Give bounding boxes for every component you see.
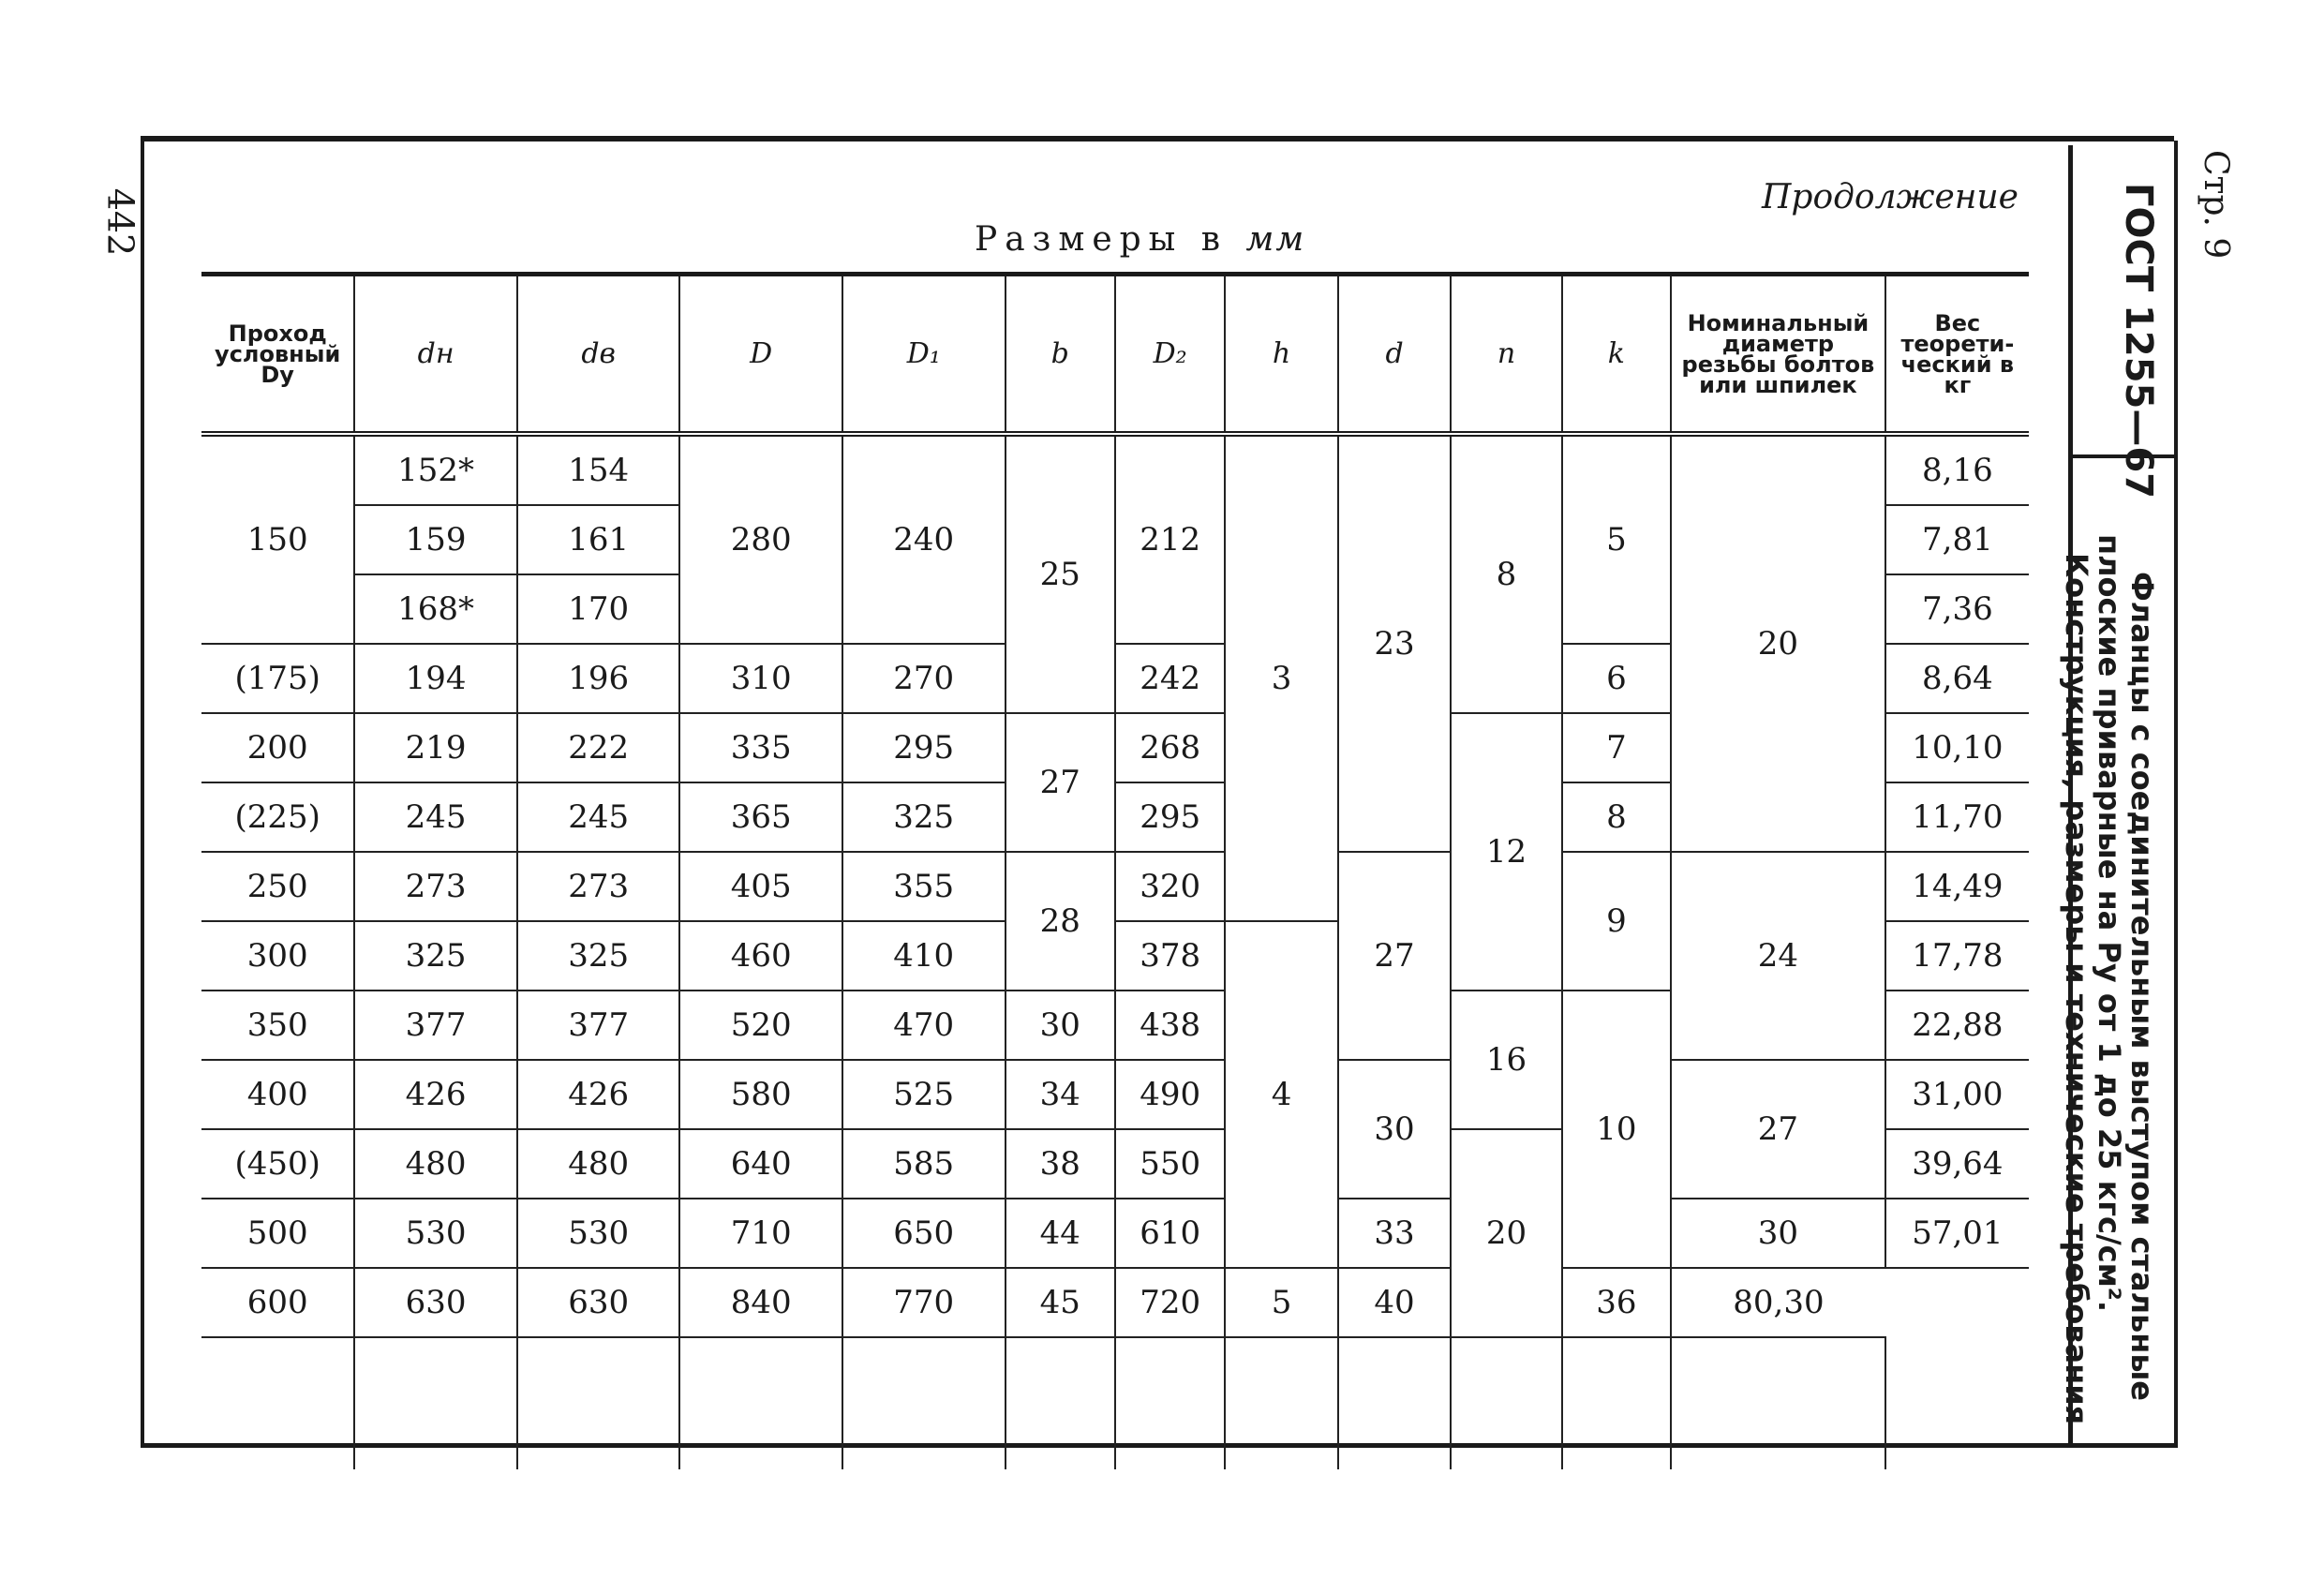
cell-b: 30 xyxy=(1006,991,1115,1060)
cell-D2: 268 xyxy=(1115,713,1225,782)
header-b: b xyxy=(1006,275,1115,435)
cell-dy: 600 xyxy=(201,1268,354,1337)
cell-d: 23 xyxy=(1338,434,1451,852)
units-caption-text: Размеры в xyxy=(975,220,1229,259)
cell-D1: 585 xyxy=(842,1129,1006,1199)
cell-b: 34 xyxy=(1006,1060,1115,1129)
cell-D1: 325 xyxy=(842,782,1006,852)
table-row xyxy=(201,434,2029,505)
cell-D2: 212 xyxy=(1115,434,1225,644)
standard-code: ГОСТ 1255—67 xyxy=(2117,183,2160,499)
cell-D1: 240 xyxy=(842,434,1006,644)
cell-thread: 24 xyxy=(1671,852,1885,1060)
cell-D2: 242 xyxy=(1115,644,1225,713)
header-D: D xyxy=(679,275,842,435)
header-thread: Номинальный диаметр резьбы болтов или шпилек xyxy=(1671,275,1885,435)
cell-thread: 36 xyxy=(1562,1268,1671,1337)
header-D1: D₁ xyxy=(842,275,1006,435)
frame-top-rule xyxy=(141,136,2174,142)
cell-thread: 27 xyxy=(1671,1060,1885,1199)
cell-D: 710 xyxy=(679,1199,842,1268)
cell-weight: 80,30 xyxy=(1671,1268,1885,1337)
cell-dy: 300 xyxy=(201,921,354,991)
cell-dv: 630 xyxy=(517,1268,680,1337)
cell-D2: 550 xyxy=(1115,1129,1225,1199)
cell-thread: 30 xyxy=(1671,1199,1885,1268)
cell-d: 40 xyxy=(1338,1268,1451,1337)
cell-k: 10 xyxy=(1562,991,1671,1268)
header-dn: dн xyxy=(354,275,517,435)
cell-dn: 325 xyxy=(354,921,517,991)
cell-thread: 20 xyxy=(1671,434,1885,852)
cell-dn: 480 xyxy=(354,1129,517,1199)
cell-dv: 480 xyxy=(517,1129,680,1199)
cell-b: 27 xyxy=(1006,713,1115,852)
cell-weight: 39,64 xyxy=(1885,1129,2029,1199)
table-row xyxy=(201,1268,2029,1337)
cell-D1: 525 xyxy=(842,1060,1006,1129)
cell-dy: 250 xyxy=(201,852,354,921)
table-row xyxy=(201,1199,2029,1268)
title-line-2: плоские приварные на Pу от 1 до 25 кгс/см². xyxy=(2092,534,2127,1312)
cell-dn: 245 xyxy=(354,782,517,852)
frame-left-rule xyxy=(141,136,144,1448)
cell-dn: 194 xyxy=(354,644,517,713)
cell-D1: 410 xyxy=(842,921,1006,991)
cell-D2: 378 xyxy=(1115,921,1225,991)
cell-n: 20 xyxy=(1451,1129,1561,1337)
cell-D2: 490 xyxy=(1115,1060,1225,1129)
cell-dn: 219 xyxy=(354,713,517,782)
cell-k: 6 xyxy=(1562,644,1671,713)
cell-D: 365 xyxy=(679,782,842,852)
cell-weight: 17,78 xyxy=(1885,921,2029,991)
cell-b: 25 xyxy=(1006,434,1115,713)
cell-dy: (175) xyxy=(201,644,354,713)
cell-dv: 273 xyxy=(517,852,680,921)
cell-weight: 7,36 xyxy=(1885,574,2029,644)
cell-dy: 350 xyxy=(201,991,354,1060)
cell-b: 28 xyxy=(1006,852,1115,991)
cell-dv: 170 xyxy=(517,574,680,644)
cell-b: 45 xyxy=(1006,1268,1115,1337)
cell-dy: (450) xyxy=(201,1129,354,1199)
sidebar-right-rule xyxy=(2174,141,2178,1448)
cell-dy: (225) xyxy=(201,782,354,852)
cell-D2: 720 xyxy=(1115,1268,1225,1337)
cell-h: 4 xyxy=(1225,921,1337,1268)
page-label: Стр. 9 xyxy=(2197,150,2235,260)
cell-D1: 650 xyxy=(842,1199,1006,1268)
cell-D2: 438 xyxy=(1115,991,1225,1060)
cell-weight: 57,01 xyxy=(1885,1199,2029,1268)
flange-dimensions-table xyxy=(201,272,2029,1469)
cell-dn: 630 xyxy=(354,1268,517,1337)
cell-k: 8 xyxy=(1562,782,1671,852)
cell-d: 27 xyxy=(1338,852,1451,1060)
cell-dn: 152* xyxy=(354,434,517,505)
cell-D: 335 xyxy=(679,713,842,782)
cell-dv: 161 xyxy=(517,505,680,574)
units-caption xyxy=(975,220,1305,259)
header-D2: D₂ xyxy=(1115,275,1225,435)
cell-D1: 355 xyxy=(842,852,1006,921)
cell-dn: 426 xyxy=(354,1060,517,1129)
cell-D: 640 xyxy=(679,1129,842,1199)
cell-D2: 295 xyxy=(1115,782,1225,852)
header-dv: dв xyxy=(517,275,680,435)
table-filler-row xyxy=(201,1337,2029,1469)
cell-dy: 500 xyxy=(201,1199,354,1268)
cell-dy: 400 xyxy=(201,1060,354,1129)
cell-dn: 530 xyxy=(354,1199,517,1268)
cell-D1: 270 xyxy=(842,644,1006,713)
cell-weight: 10,10 xyxy=(1885,713,2029,782)
cell-dn: 168* xyxy=(354,574,517,644)
cell-dv: 325 xyxy=(517,921,680,991)
header-h: h xyxy=(1225,275,1337,435)
cell-D1: 770 xyxy=(842,1268,1006,1337)
cell-weight: 11,70 xyxy=(1885,782,2029,852)
cell-n: 12 xyxy=(1451,713,1561,991)
continuation-label: Продолжение xyxy=(1762,178,2019,216)
table-row xyxy=(201,1060,2029,1129)
cell-weight: 22,88 xyxy=(1885,991,2029,1060)
cell-weight: 31,00 xyxy=(1885,1060,2029,1129)
cell-D: 405 xyxy=(679,852,842,921)
cell-dv: 154 xyxy=(517,434,680,505)
cell-dv: 196 xyxy=(517,644,680,713)
header-k: k xyxy=(1562,275,1671,435)
cell-n: 16 xyxy=(1451,991,1561,1129)
cell-D: 310 xyxy=(679,644,842,713)
cell-h: 5 xyxy=(1225,1268,1337,1337)
header-d: d xyxy=(1338,275,1451,435)
cell-D2: 610 xyxy=(1115,1199,1225,1268)
cell-D: 280 xyxy=(679,434,842,644)
cell-dv: 245 xyxy=(517,782,680,852)
header-n: n xyxy=(1451,275,1561,435)
cell-D1: 295 xyxy=(842,713,1006,782)
units-caption-unit: мм xyxy=(1245,220,1306,259)
cell-k: 5 xyxy=(1562,434,1671,644)
cell-dv: 377 xyxy=(517,991,680,1060)
cell-dn: 273 xyxy=(354,852,517,921)
table-row xyxy=(201,852,2029,921)
cell-k: 9 xyxy=(1562,852,1671,991)
cell-weight: 14,49 xyxy=(1885,852,2029,921)
cell-D: 580 xyxy=(679,1060,842,1129)
cell-D: 840 xyxy=(679,1268,842,1337)
cell-b: 38 xyxy=(1006,1129,1115,1199)
cell-weight: 8,64 xyxy=(1885,644,2029,713)
cell-n: 8 xyxy=(1451,434,1561,713)
cell-dn: 159 xyxy=(354,505,517,574)
cell-dv: 530 xyxy=(517,1199,680,1268)
cell-dn: 377 xyxy=(354,991,517,1060)
cell-D1: 470 xyxy=(842,991,1006,1060)
cell-weight: 8,16 xyxy=(1885,434,2029,505)
cell-d: 33 xyxy=(1338,1199,1451,1268)
cell-dv: 222 xyxy=(517,713,680,782)
cell-d: 30 xyxy=(1338,1060,1451,1199)
cell-h: 3 xyxy=(1225,434,1337,921)
cell-k: 7 xyxy=(1562,713,1671,782)
cell-D: 520 xyxy=(679,991,842,1060)
title-line-3: Конструкция, размеры и технические требования xyxy=(2059,553,2094,1425)
title-line-1: Фланцы с соединительным выступом стальные xyxy=(2124,572,2160,1401)
header-dy: Проход условный Dу xyxy=(201,275,354,435)
cell-dy: 150 xyxy=(201,434,354,644)
cell-D2: 320 xyxy=(1115,852,1225,921)
cell-dv: 426 xyxy=(517,1060,680,1129)
page-number: 442 xyxy=(99,187,142,257)
cell-D: 460 xyxy=(679,921,842,991)
header-weight: Вес теорети-ческий в кг xyxy=(1885,275,2029,435)
cell-dy: 200 xyxy=(201,713,354,782)
cell-b: 44 xyxy=(1006,1199,1115,1268)
cell-weight: 7,81 xyxy=(1885,505,2029,574)
